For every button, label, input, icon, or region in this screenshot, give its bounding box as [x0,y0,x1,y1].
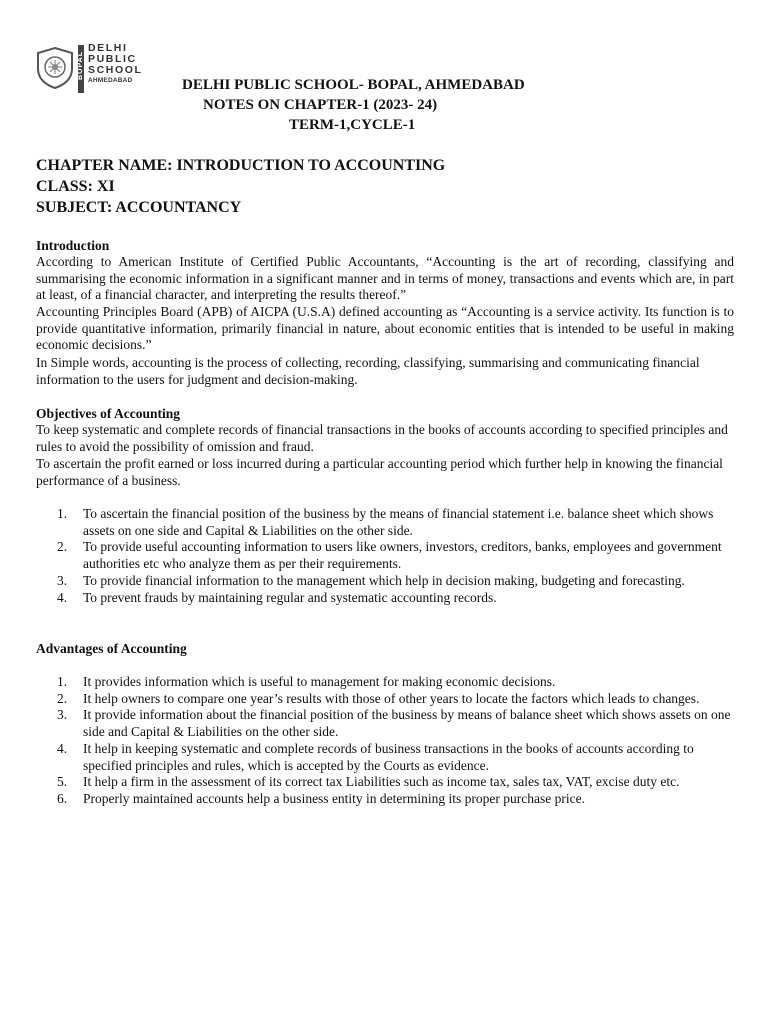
logo-wordmark [88,43,143,85]
list-number: 3. [57,707,68,723]
school-title: DELHI PUBLIC SCHOOL- BOPAL, AHMEDABAD [182,77,525,93]
list-text: To ascertain the financial position of the business by the means of financial statement i.e. balance sheet which shows assets on one side and Capital & Liabilities on the other side. [83,506,714,538]
list-item [36,707,736,740]
notes-title: NOTES ON CHAPTER-1 (2023- 24) [203,97,438,113]
objectives-heading: Objectives of Accounting [36,406,180,421]
introduction-heading: Introduction [36,238,110,253]
chapter-name: CHAPTER NAME: INTRODUCTION TO ACCOUNTING [36,157,446,174]
list-item [36,590,736,607]
objectives-paragraph-1: To keep systematic and complete records of financial transactions in the books of accounts according to specified principles and rules to avoid the possibility of omission and fraud. [36,422,728,454]
list-item [36,741,736,774]
objectives-list [36,506,736,606]
list-text: It help in keeping systematic and complete records of business transactions in the books of accounts according to specified principles and rules, which is accepted by the Courts as evidence. [83,740,694,773]
list-text: It provides information which is useful to management for making economic decisions. [83,674,556,689]
list-item [36,573,736,590]
advantages-list [36,674,736,808]
list-number: 3. [57,572,68,588]
introduction-paragraph-2: Accounting Principles Board (APB) of AICPA (U.S.A) defined accounting as “Accounting is a service activity. Its function is to provide quantitative information, primarily financial in nature, about economic entities that is intended to be useful in making economic decisions.” [36,304,734,353]
school-crest-icon [36,47,74,89]
logo-line-3: SCHOOL [88,64,143,76]
objectives-paragraph-2: To ascertain the profit earned or loss incurred during a particular accounting period which further help in knowing the financial performance of a business. [36,456,723,488]
list-item [36,674,736,691]
advantages-heading: Advantages of Accounting [36,641,187,656]
list-text: To prevent frauds by maintaining regular and systematic accounting records. [83,589,497,605]
list-text: It help a firm in the assessment of its correct tax Liabilities such as income tax, sales tax, VAT, excise duty etc. [83,774,680,790]
list-number: 6. [57,790,68,806]
list-item [36,691,736,708]
list-number: 4. [57,589,68,605]
subject-name: SUBJECT: ACCOUNTANCY [36,199,242,216]
list-item [36,539,736,572]
list-number: 1. [57,506,68,521]
list-number: 2. [57,690,68,706]
introduction-paragraph-1: According to American Institute of Certified Public Accountants, “Accounting is the art of recording, classifying and summarising the economic information in a significant manner and in terms of money, transactions and events which are, in part at least, of a financial character, and interpreting the results thereof.” [36,254,734,303]
logo-line-2: PUBLIC [88,53,137,65]
introduction-paragraph-3: In Simple words, accounting is the process of collecting, recording, classifying, summarising and communicating financial information to the users for judgment and decision-making. [36,355,700,387]
list-text: Properly maintained accounts help a business entity in determining its proper purchase price. [83,790,585,806]
logo-line-1: DELHI [88,42,128,54]
logo-vertical-text: BOPAL [77,51,84,80]
list-text: To provide financial information to the management which help in decision making, budgeting and forecasting. [83,572,685,588]
list-text: It provide information about the financial position of the business by means of balance sheet which shows assets on one side and Capital & Liabilities on the other side. [83,707,731,740]
list-text: To provide useful accounting information to users like owners, investors, creditors, banks, employees and government authorities etc who analyze them as per their requirements. [83,539,722,572]
list-number: 4. [57,740,68,756]
logo-city: AHMEDABAD [88,77,133,84]
list-item [36,506,736,539]
list-number: 2. [57,539,68,555]
term-title: TERM-1,CYCLE-1 [289,117,416,133]
list-item [36,774,736,791]
list-text: It help owners to compare one year’s results with those of other years to locate the factors which leads to changes. [83,690,700,706]
school-logo [36,43,144,93]
list-number: 1. [57,674,68,689]
list-number: 5. [57,774,68,790]
class-name: CLASS: XI [36,178,115,195]
list-item [36,791,736,808]
